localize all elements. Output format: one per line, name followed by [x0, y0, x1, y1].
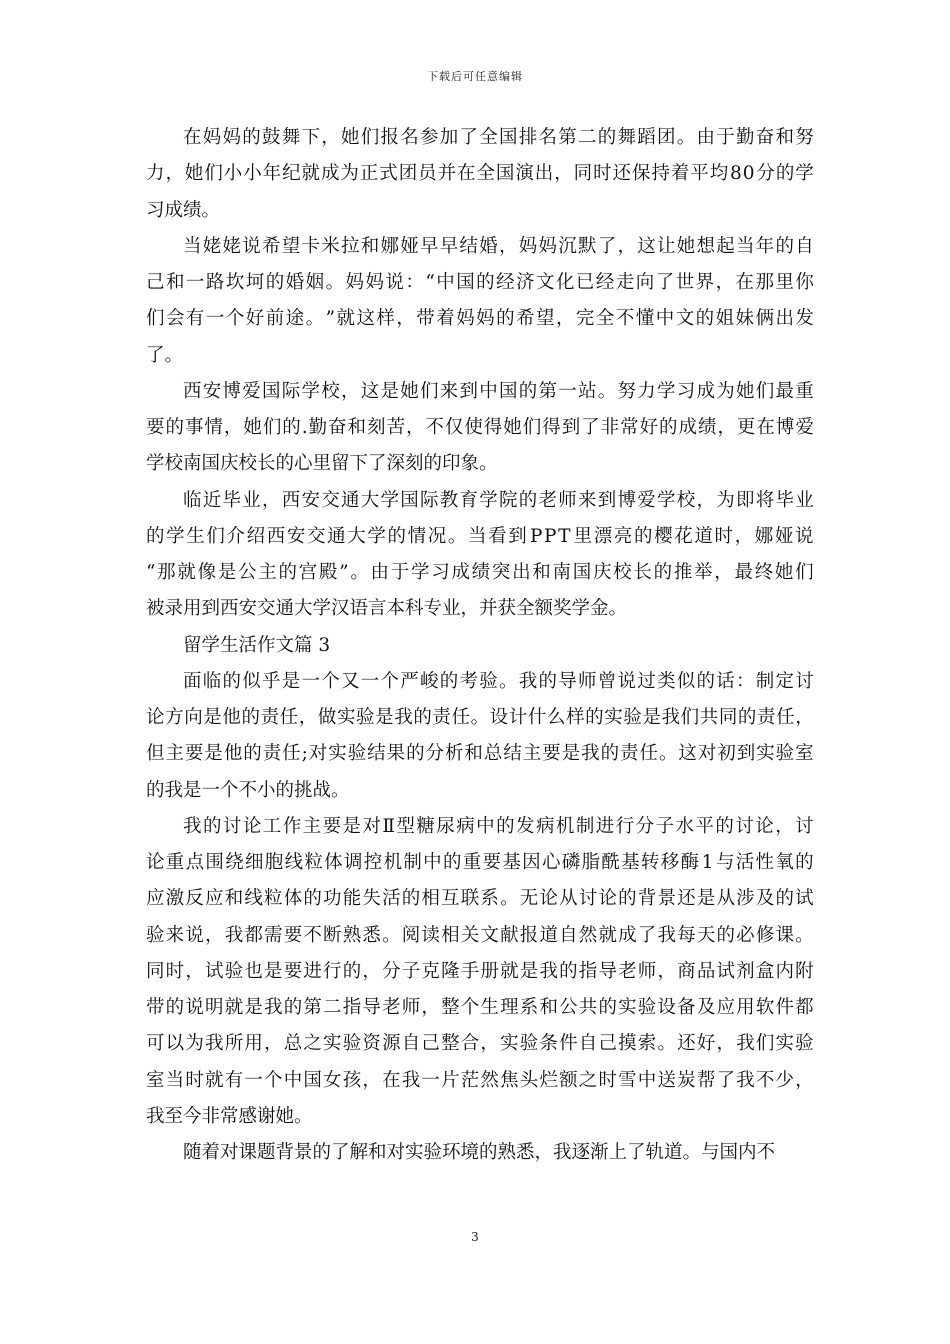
- text-line: 学校南国庆校长的心里留下了深刻的印象。: [146, 453, 498, 475]
- text-line: 论 重 点 围 绕 细 胞 线 粒 体 调 控 机 制 中 的 重 要 基 因 心 磷 脂 酰 基 转 移 酶 1 与 活 性 氧 的: [146, 852, 814, 873]
- text-line: 们 会 有 一 个 好 前 途 。 ” 就 这 样 ， 带 着 妈 妈 的 希 望 ， 完 全 不 懂 中 文 的 姐 妹 俩 出 发: [146, 308, 814, 330]
- paragraph: [146, 628, 814, 664]
- document-body: [146, 120, 814, 1171]
- text-line: 力 ， 她 们 小 小 年 纪 就 成 为 正 式 团 员 并 在 全 国 演 出 ， 同 时 还 保 持 着 平 均 8 0 分 的 学: [146, 163, 814, 185]
- text-line: 验 来 说 ， 我 都 需 要 不 断 熟 悉 。 阅 读 相 关 文 献 报 道 自 然 就 成 了 我 每 天 的 必 修 课 。: [146, 924, 814, 946]
- paragraph: [146, 1135, 814, 1171]
- text-line: 应 激 反 应 和 线 粒 体 的 功 能 失 活 的 相 互 联 系 。 无 论 从 讨 论 的 背 景 还 是 从 涉 及 的 试: [146, 888, 814, 910]
- page-number: 3: [471, 1230, 479, 1244]
- text-line: 要 的 事 情 ， 她 们 的 . 勤 奋 和 刻 苦 ， 不 仅 使 得 她 们 得 到 了 非 常 好 的 成 绩 ， 更 在 博 爱: [146, 417, 814, 438]
- page-header: 下载后可任意编辑: [427, 70, 523, 83]
- text-line: 随着对课题背景的了解和对实验环境的熟悉，我逐渐上了轨道。与国内不: [183, 1142, 776, 1163]
- text-line: “ 那 就 像 是 公 主 的 宫 殿 ” 。 由 于 学 习 成 绩 突 出 和 南 国 庆 校 长 的 推 举 ， 最 终 她 们: [146, 562, 814, 583]
- text-line: 己 和 一 路 坎 坷 的 婚 姻 。 妈 妈 说 ： “ 中 国 的 经 济 文 化 已 经 走 向 了 世 界 ， 在 那 里 你: [146, 272, 814, 293]
- text-line: 带 的 说 明 就 是 我 的 第 二 指 导 老 师 ， 整 个 生 理 系 和 公 共 的 实 验 设 备 及 应 用 软 件 都: [146, 997, 814, 1018]
- paragraph: [146, 229, 814, 374]
- text-line: 临 近 毕 业 ， 西 安 交 通 大 学 国 际 教 育 学 院 的 老 师 来 到 博 爱 学 校 ， 为 即 将 毕 业: [183, 489, 814, 511]
- paragraph: [146, 120, 814, 229]
- text-line: 面 临 的 似 乎 是 一 个 又 一 个 严 峻 的 考 验 。 我 的 导 师 曾 说 过 类 似 的 话 ： 制 定 讨: [183, 670, 814, 692]
- text-line: 论 方 向 是 他 的 责 任 ， 做 实 验 是 我 的 责 任 。 设 计 什 么 样 的 实 验 是 我 们 共 同 的 责 任 ，: [146, 707, 814, 728]
- text-line: 习成绩。: [146, 199, 221, 221]
- paragraph: [146, 374, 814, 483]
- text-line: 我至今非常感谢她。: [146, 1105, 313, 1127]
- text-line: 但 主 要 是 他 的 责 任 ; 对 实 验 结 果 的 分 析 和 总 结 主 要 是 我 的 责 任 。 这 对 初 到 实 验 室: [146, 743, 814, 765]
- paragraph: [146, 809, 814, 1135]
- text-line: 的我是一个不小的挑战。: [146, 779, 350, 801]
- text-line: 了。: [146, 344, 184, 366]
- text-line: 在 妈 妈 的 鼓 舞 下 ， 她 们 报 名 参 加 了 全 国 排 名 第 二 的 舞 蹈 团 。 由 于 勤 奋 和 努: [183, 127, 814, 148]
- text-line: 西 安 博 爱 国 际 学 校 ， 这 是 她 们 来 到 中 国 的 第 一 站 。 努 力 学 习 成 为 她 们 最 重: [183, 380, 814, 402]
- text-line: 我 的 讨 论 工 作 主 要 是 对 Ⅱ 型 糖 尿 病 中 的 发 病 机 制 进 行 分 子 水 平 的 讨 论 ， 讨: [183, 815, 814, 837]
- text-line: 当 姥 姥 说 希 望 卡 米 拉 和 娜 娅 早 早 结 婚 ， 妈 妈 沉 默 了 ， 这 让 她 想 起 当 年 的 自: [183, 235, 814, 257]
- text-line: 室 当 时 就 有 一 个 中 国 女 孩 ， 在 我 一 片 茫 然 焦 头 烂 额 之 时 雪 中 送 炭 帮 了 我 不 少 ，: [146, 1069, 814, 1091]
- paragraph: [146, 664, 814, 809]
- text-line: 留学生活作文篇 3: [183, 634, 331, 656]
- text-line: 同 时 ， 试 验 也 是 要 进 行 的 ， 分 子 克 隆 手 册 就 是 我 的 指 导 老 师 ， 商 品 试 剂 盒 内 附: [146, 960, 814, 982]
- text-line: 被录用到西安交通大学汉语言本科专业，并获全额奖学金。: [146, 598, 628, 620]
- paragraph: [146, 483, 814, 628]
- text-line: 可 以 为 我 所 用 ， 总 之 实 验 资 源 自 己 整 合 ， 实 验 条 件 自 己 摸 索 。 还 好 ， 我 们 实 验: [146, 1033, 814, 1055]
- text-line: 的 学 生 们 介 绍 西 安 交 通 大 学 的 情 况 。 当 看 到 P P T 里 漂 亮 的 樱 花 道 时 ， 娜 娅 说: [146, 525, 814, 547]
